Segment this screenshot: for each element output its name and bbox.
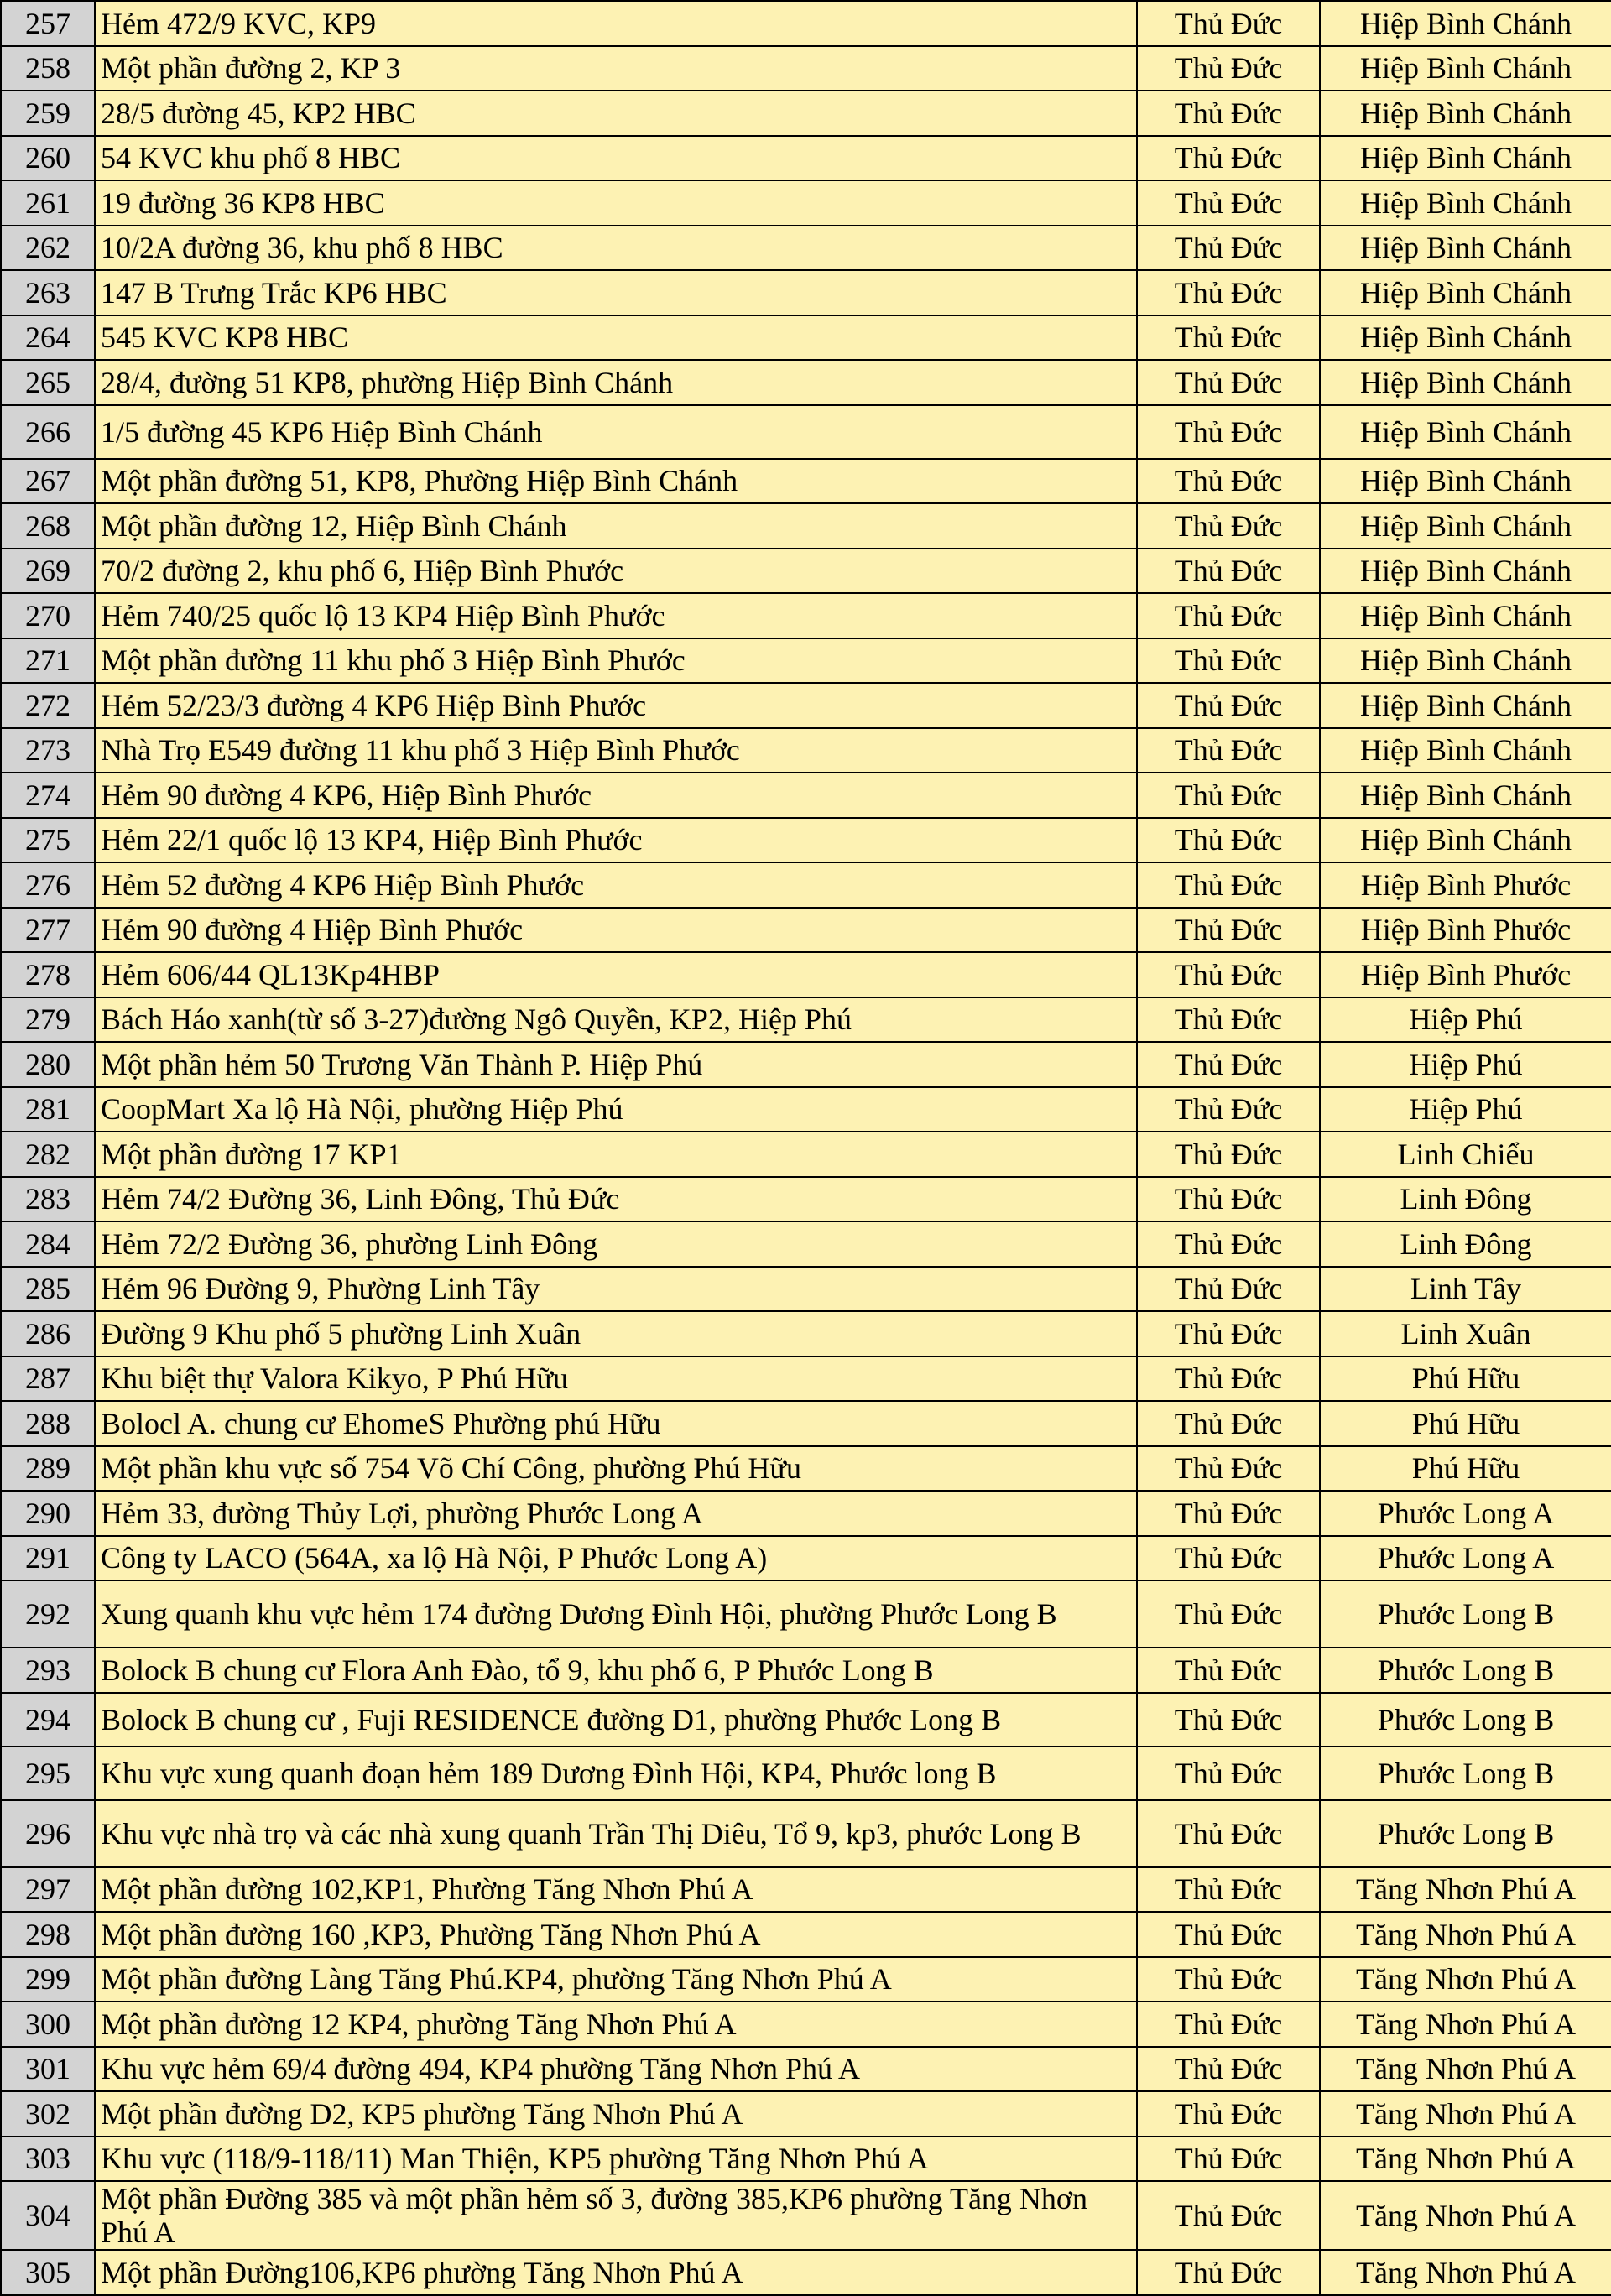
table-row bbox=[1, 1, 1611, 46]
ward-cell: Hiệp Bình Chánh bbox=[1320, 180, 1611, 226]
ward-cell: Hiệp Bình Chánh bbox=[1320, 773, 1611, 818]
row-number-cell: 302 bbox=[1, 2091, 95, 2137]
table-row bbox=[1, 405, 1611, 459]
ward-cell: Hiệp Bình Chánh bbox=[1320, 1, 1611, 46]
row-number-cell: 304 bbox=[1, 2181, 95, 2250]
location-cell: Hẻm 472/9 KVC, KP9 bbox=[95, 1, 1137, 46]
location-cell: Bolock B chung cư , Fuji RESIDENCE đường D1, phường Phước Long B bbox=[95, 1693, 1137, 1747]
table-row bbox=[1, 360, 1611, 405]
table-row bbox=[1, 593, 1611, 638]
row-number-cell: 277 bbox=[1, 908, 95, 953]
location-cell: Hẻm 90 đường 4 Hiệp Bình Phước bbox=[95, 908, 1137, 953]
ward-cell: Hiệp Bình Chánh bbox=[1320, 503, 1611, 549]
ward-cell: Hiệp Bình Chánh bbox=[1320, 549, 1611, 594]
district-cell: Thủ Đức bbox=[1137, 405, 1320, 459]
district-cell: Thủ Đức bbox=[1137, 1311, 1320, 1356]
district-cell: Thủ Đức bbox=[1137, 360, 1320, 405]
district-cell: Thủ Đức bbox=[1137, 1087, 1320, 1132]
table-row bbox=[1, 270, 1611, 315]
district-cell: Thủ Đức bbox=[1137, 638, 1320, 684]
location-cell: 545 KVC KP8 HBC bbox=[95, 315, 1137, 361]
district-cell: Thủ Đức bbox=[1137, 1693, 1320, 1747]
row-number-cell: 268 bbox=[1, 503, 95, 549]
row-number-cell: 297 bbox=[1, 1867, 95, 1913]
row-number-cell: 269 bbox=[1, 549, 95, 594]
table-row bbox=[1, 1693, 1611, 1747]
row-number-cell: 273 bbox=[1, 728, 95, 773]
location-cell: Một phần Đường 385 và một phần hẻm số 3, đường 385,KP6 phường Tăng Nhơn Phú A bbox=[95, 2181, 1137, 2250]
table-row bbox=[1, 1267, 1611, 1312]
location-cell: 1/5 đường 45 KP6 Hiệp Bình Chánh bbox=[95, 405, 1137, 459]
row-number-cell: 281 bbox=[1, 1087, 95, 1132]
location-cell: Khu vực nhà trọ và các nhà xung quanh Trần Thị Diêu, Tổ 9, kp3, phước Long B bbox=[95, 1800, 1137, 1867]
table-row bbox=[1, 1912, 1611, 1957]
ward-cell: Phú Hữu bbox=[1320, 1356, 1611, 1402]
row-number-cell: 276 bbox=[1, 862, 95, 908]
table-row bbox=[1, 315, 1611, 361]
table-row bbox=[1, 1401, 1611, 1446]
table-body bbox=[1, 1, 1611, 2295]
table-row bbox=[1, 180, 1611, 226]
location-cell: 147 B Trưng Trắc KP6 HBC bbox=[95, 270, 1137, 315]
ward-cell: Phước Long B bbox=[1320, 1693, 1611, 1747]
district-cell: Thủ Đức bbox=[1137, 1912, 1320, 1957]
ward-cell: Hiệp Phú bbox=[1320, 997, 1611, 1043]
location-cell: Xung quanh khu vực hẻm 174 đường Dương Đình Hội, phường Phước Long B bbox=[95, 1580, 1137, 1648]
table-row bbox=[1, 1536, 1611, 1581]
ward-cell: Hiệp Bình Chánh bbox=[1320, 405, 1611, 459]
location-cell: Công ty LACO (564A, xa lộ Hà Nội, P Phước Long A) bbox=[95, 1536, 1137, 1581]
location-cell: Bách Háo xanh(từ số 3-27)đường Ngô Quyền, KP2, Hiệp Phú bbox=[95, 997, 1137, 1043]
ward-cell: Tăng Nhơn Phú A bbox=[1320, 2047, 1611, 2092]
row-number-cell: 290 bbox=[1, 1491, 95, 1536]
district-cell: Thủ Đức bbox=[1137, 908, 1320, 953]
row-number-cell: 258 bbox=[1, 46, 95, 91]
district-cell: Thủ Đức bbox=[1137, 1800, 1320, 1867]
table-row bbox=[1, 503, 1611, 549]
ward-cell: Phước Long A bbox=[1320, 1491, 1611, 1536]
district-cell: Thủ Đức bbox=[1137, 1356, 1320, 1402]
location-cell: Khu vực (118/9-118/11) Man Thiện, KP5 phường Tăng Nhơn Phú A bbox=[95, 2137, 1137, 2182]
table-row bbox=[1, 1132, 1611, 1177]
district-cell: Thủ Đức bbox=[1137, 2002, 1320, 2047]
location-cell: Một phần đường D2, KP5 phường Tăng Nhơn Phú A bbox=[95, 2091, 1137, 2137]
ward-cell: Hiệp Phú bbox=[1320, 1087, 1611, 1132]
location-cell: 28/4, đường 51 KP8, phường Hiệp Bình Chánh bbox=[95, 360, 1137, 405]
district-cell: Thủ Đức bbox=[1137, 728, 1320, 773]
table-row bbox=[1, 91, 1611, 136]
ward-cell: Tăng Nhơn Phú A bbox=[1320, 2002, 1611, 2047]
table-row bbox=[1, 2047, 1611, 2092]
ward-cell: Tăng Nhơn Phú A bbox=[1320, 2091, 1611, 2137]
location-cell: Một phần đường 51, KP8, Phường Hiệp Bình Chánh bbox=[95, 459, 1137, 504]
location-cell: 10/2A đường 36, khu phố 8 HBC bbox=[95, 226, 1137, 271]
ward-cell: Hiệp Bình Chánh bbox=[1320, 593, 1611, 638]
table-row bbox=[1, 2137, 1611, 2182]
district-cell: Thủ Đức bbox=[1137, 1221, 1320, 1267]
location-cell: Hẻm 96 Đường 9, Phường Linh Tây bbox=[95, 1267, 1137, 1312]
ward-cell: Phước Long B bbox=[1320, 1747, 1611, 1800]
ward-cell: Tăng Nhơn Phú A bbox=[1320, 2137, 1611, 2182]
location-cell: Một phần đường 17 KP1 bbox=[95, 1132, 1137, 1177]
ward-cell: Hiệp Bình Chánh bbox=[1320, 728, 1611, 773]
row-number-cell: 293 bbox=[1, 1648, 95, 1693]
location-cell: Một phần khu vực số 754 Võ Chí Công, phường Phú Hữu bbox=[95, 1446, 1137, 1492]
location-cell: 70/2 đường 2, khu phố 6, Hiệp Bình Phước bbox=[95, 549, 1137, 594]
district-cell: Thủ Đức bbox=[1137, 818, 1320, 863]
table-row bbox=[1, 1580, 1611, 1648]
location-cell: Hẻm 72/2 Đường 36, phường Linh Đông bbox=[95, 1221, 1137, 1267]
table-row bbox=[1, 2002, 1611, 2047]
district-cell: Thủ Đức bbox=[1137, 1536, 1320, 1581]
row-number-cell: 298 bbox=[1, 1912, 95, 1957]
table-row bbox=[1, 683, 1611, 728]
location-cell: Nhà Trọ E549 đường 11 khu phố 3 Hiệp Bình Phước bbox=[95, 728, 1137, 773]
ward-cell: Hiệp Bình Phước bbox=[1320, 862, 1611, 908]
ward-cell: Phước Long B bbox=[1320, 1648, 1611, 1693]
district-cell: Thủ Đức bbox=[1137, 1042, 1320, 1087]
district-cell: Thủ Đức bbox=[1137, 549, 1320, 594]
district-cell: Thủ Đức bbox=[1137, 1957, 1320, 2002]
row-number-cell: 295 bbox=[1, 1747, 95, 1800]
row-number-cell: 292 bbox=[1, 1580, 95, 1648]
table-row bbox=[1, 1042, 1611, 1087]
location-cell: CoopMart Xa lộ Hà Nội, phường Hiệp Phú bbox=[95, 1087, 1137, 1132]
district-cell: Thủ Đức bbox=[1137, 1267, 1320, 1312]
district-cell: Thủ Đức bbox=[1137, 952, 1320, 997]
ward-cell: Hiệp Bình Phước bbox=[1320, 952, 1611, 997]
location-cell: 54 KVC khu phố 8 HBC bbox=[95, 136, 1137, 181]
location-cell: Hẻm 52/23/3 đường 4 KP6 Hiệp Bình Phước bbox=[95, 683, 1137, 728]
ward-cell: Tăng Nhơn Phú A bbox=[1320, 2250, 1611, 2295]
district-cell: Thủ Đức bbox=[1137, 136, 1320, 181]
ward-cell: Hiệp Bình Chánh bbox=[1320, 136, 1611, 181]
row-number-cell: 291 bbox=[1, 1536, 95, 1581]
row-number-cell: 294 bbox=[1, 1693, 95, 1747]
district-cell: Thủ Đức bbox=[1137, 1, 1320, 46]
district-cell: Thủ Đức bbox=[1137, 2047, 1320, 2092]
location-cell: Hẻm 33, đường Thủy Lợi, phường Phước Long A bbox=[95, 1491, 1137, 1536]
table-row bbox=[1, 1311, 1611, 1356]
row-number-cell: 300 bbox=[1, 2002, 95, 2047]
row-number-cell: 287 bbox=[1, 1356, 95, 1402]
location-cell: Một phần đường 12 KP4, phường Tăng Nhơn Phú A bbox=[95, 2002, 1137, 2047]
location-cell: Đường 9 Khu phố 5 phường Linh Xuân bbox=[95, 1311, 1137, 1356]
row-number-cell: 259 bbox=[1, 91, 95, 136]
table-row bbox=[1, 638, 1611, 684]
table-row bbox=[1, 1221, 1611, 1267]
row-number-cell: 305 bbox=[1, 2250, 95, 2295]
district-cell: Thủ Đức bbox=[1137, 2137, 1320, 2182]
ward-cell: Phú Hữu bbox=[1320, 1446, 1611, 1492]
location-cell: Hẻm 90 đường 4 KP6, Hiệp Bình Phước bbox=[95, 773, 1137, 818]
table-row bbox=[1, 952, 1611, 997]
district-cell: Thủ Đức bbox=[1137, 1747, 1320, 1800]
ward-cell: Hiệp Bình Chánh bbox=[1320, 46, 1611, 91]
row-number-cell: 260 bbox=[1, 136, 95, 181]
table-row bbox=[1, 549, 1611, 594]
ward-cell: Tăng Nhơn Phú A bbox=[1320, 1957, 1611, 2002]
district-cell: Thủ Đức bbox=[1137, 593, 1320, 638]
district-cell: Thủ Đức bbox=[1137, 1867, 1320, 1913]
district-cell: Thủ Đức bbox=[1137, 270, 1320, 315]
row-number-cell: 275 bbox=[1, 818, 95, 863]
district-cell: Thủ Đức bbox=[1137, 2181, 1320, 2250]
ward-cell: Hiệp Bình Chánh bbox=[1320, 91, 1611, 136]
location-cell: Một phần đường 11 khu phố 3 Hiệp Bình Phước bbox=[95, 638, 1137, 684]
row-number-cell: 299 bbox=[1, 1957, 95, 2002]
table-row bbox=[1, 46, 1611, 91]
district-cell: Thủ Đức bbox=[1137, 1401, 1320, 1446]
ward-cell: Linh Tây bbox=[1320, 1267, 1611, 1312]
district-cell: Thủ Đức bbox=[1137, 503, 1320, 549]
row-number-cell: 264 bbox=[1, 315, 95, 361]
table-row bbox=[1, 459, 1611, 504]
district-cell: Thủ Đức bbox=[1137, 180, 1320, 226]
location-cell: Hẻm 22/1 quốc lộ 13 KP4, Hiệp Bình Phước bbox=[95, 818, 1137, 863]
location-cell: Hẻm 74/2 Đường 36, Linh Đông, Thủ Đức bbox=[95, 1177, 1137, 1222]
location-cell: Hẻm 52 đường 4 KP6 Hiệp Bình Phước bbox=[95, 862, 1137, 908]
district-cell: Thủ Đức bbox=[1137, 2091, 1320, 2137]
table-row bbox=[1, 1491, 1611, 1536]
table-row bbox=[1, 1446, 1611, 1492]
ward-cell: Tăng Nhơn Phú A bbox=[1320, 1867, 1611, 1913]
ward-cell: Hiệp Bình Chánh bbox=[1320, 360, 1611, 405]
row-number-cell: 282 bbox=[1, 1132, 95, 1177]
row-number-cell: 303 bbox=[1, 2137, 95, 2182]
district-cell: Thủ Đức bbox=[1137, 1580, 1320, 1648]
row-number-cell: 262 bbox=[1, 226, 95, 271]
location-cell: Khu vực hẻm 69/4 đường 494, KP4 phường Tăng Nhơn Phú A bbox=[95, 2047, 1137, 2092]
ward-cell: Linh Xuân bbox=[1320, 1311, 1611, 1356]
table-row bbox=[1, 908, 1611, 953]
ward-cell: Hiệp Bình Chánh bbox=[1320, 315, 1611, 361]
row-number-cell: 296 bbox=[1, 1800, 95, 1867]
location-cell: Một phần đường 160 ,KP3, Phường Tăng Nhơn Phú A bbox=[95, 1912, 1137, 1957]
table-row bbox=[1, 2181, 1611, 2250]
table-row bbox=[1, 1957, 1611, 2002]
ward-cell: Tăng Nhơn Phú A bbox=[1320, 1912, 1611, 1957]
row-number-cell: 257 bbox=[1, 1, 95, 46]
table-row bbox=[1, 2091, 1611, 2137]
table-row bbox=[1, 1087, 1611, 1132]
ward-cell: Hiệp Phú bbox=[1320, 1042, 1611, 1087]
location-cell: Một phần đường Làng Tăng Phú.KP4, phường Tăng Nhơn Phú A bbox=[95, 1957, 1137, 2002]
table-row bbox=[1, 2250, 1611, 2295]
row-number-cell: 267 bbox=[1, 459, 95, 504]
location-cell: 19 đường 36 KP8 HBC bbox=[95, 180, 1137, 226]
table-row bbox=[1, 1800, 1611, 1867]
row-number-cell: 288 bbox=[1, 1401, 95, 1446]
ward-cell: Linh Đông bbox=[1320, 1177, 1611, 1222]
row-number-cell: 265 bbox=[1, 360, 95, 405]
row-number-cell: 272 bbox=[1, 683, 95, 728]
ward-cell: Linh Đông bbox=[1320, 1221, 1611, 1267]
location-cell: Một phần hẻm 50 Trương Văn Thành P. Hiệp Phú bbox=[95, 1042, 1137, 1087]
location-cell: Một phần đường 102,KP1, Phường Tăng Nhơn Phú A bbox=[95, 1867, 1137, 1913]
row-number-cell: 274 bbox=[1, 773, 95, 818]
ward-cell: Phước Long B bbox=[1320, 1800, 1611, 1867]
location-cell: 28/5 đường 45, KP2 HBC bbox=[95, 91, 1137, 136]
ward-cell: Hiệp Bình Chánh bbox=[1320, 818, 1611, 863]
row-number-cell: 278 bbox=[1, 952, 95, 997]
ward-cell: Hiệp Bình Chánh bbox=[1320, 226, 1611, 271]
row-number-cell: 279 bbox=[1, 997, 95, 1043]
district-cell: Thủ Đức bbox=[1137, 862, 1320, 908]
row-number-cell: 289 bbox=[1, 1446, 95, 1492]
ward-cell: Phước Long A bbox=[1320, 1536, 1611, 1581]
district-cell: Thủ Đức bbox=[1137, 1446, 1320, 1492]
row-number-cell: 271 bbox=[1, 638, 95, 684]
district-cell: Thủ Đức bbox=[1137, 1648, 1320, 1693]
location-cell: Khu vực xung quanh đoạn hẻm 189 Dương Đình Hội, KP4, Phước long B bbox=[95, 1747, 1137, 1800]
row-number-cell: 266 bbox=[1, 405, 95, 459]
row-number-cell: 284 bbox=[1, 1221, 95, 1267]
district-cell: Thủ Đức bbox=[1137, 683, 1320, 728]
district-cell: Thủ Đức bbox=[1137, 91, 1320, 136]
ward-cell: Hiệp Bình Chánh bbox=[1320, 683, 1611, 728]
table-row bbox=[1, 818, 1611, 863]
ward-cell: Linh Chiểu bbox=[1320, 1132, 1611, 1177]
district-cell: Thủ Đức bbox=[1137, 1491, 1320, 1536]
ward-cell: Hiệp Bình Chánh bbox=[1320, 638, 1611, 684]
table-row bbox=[1, 862, 1611, 908]
district-cell: Thủ Đức bbox=[1137, 2250, 1320, 2295]
district-cell: Thủ Đức bbox=[1137, 459, 1320, 504]
ward-cell: Phú Hữu bbox=[1320, 1401, 1611, 1446]
location-cell: Hẻm 740/25 quốc lộ 13 KP4 Hiệp Bình Phước bbox=[95, 593, 1137, 638]
location-cell: Hẻm 606/44 QL13Kp4HBP bbox=[95, 952, 1137, 997]
district-cell: Thủ Đức bbox=[1137, 315, 1320, 361]
location-cell: Một phần đường 12, Hiệp Bình Chánh bbox=[95, 503, 1137, 549]
location-cell: Khu biệt thự Valora Kikyo, P Phú Hữu bbox=[95, 1356, 1137, 1402]
row-number-cell: 263 bbox=[1, 270, 95, 315]
district-cell: Thủ Đức bbox=[1137, 226, 1320, 271]
district-cell: Thủ Đức bbox=[1137, 46, 1320, 91]
table-row bbox=[1, 136, 1611, 181]
district-cell: Thủ Đức bbox=[1137, 997, 1320, 1043]
ward-cell: Hiệp Bình Chánh bbox=[1320, 270, 1611, 315]
table-row bbox=[1, 1648, 1611, 1693]
ward-cell: Tăng Nhơn Phú A bbox=[1320, 2181, 1611, 2250]
location-cell: Bolock B chung cư Flora Anh Đào, tổ 9, khu phố 6, P Phước Long B bbox=[95, 1648, 1137, 1693]
row-number-cell: 270 bbox=[1, 593, 95, 638]
row-number-cell: 286 bbox=[1, 1311, 95, 1356]
ward-cell: Hiệp Bình Chánh bbox=[1320, 459, 1611, 504]
ward-cell: Phước Long B bbox=[1320, 1580, 1611, 1648]
district-cell: Thủ Đức bbox=[1137, 1132, 1320, 1177]
row-number-cell: 261 bbox=[1, 180, 95, 226]
table-row bbox=[1, 728, 1611, 773]
row-number-cell: 283 bbox=[1, 1177, 95, 1222]
table-row bbox=[1, 1747, 1611, 1800]
district-cell: Thủ Đức bbox=[1137, 1177, 1320, 1222]
row-number-cell: 301 bbox=[1, 2047, 95, 2092]
table-row bbox=[1, 1867, 1611, 1913]
location-cell: Bolocl A. chung cư EhomeS Phường phú Hữu bbox=[95, 1401, 1137, 1446]
table-row bbox=[1, 997, 1611, 1043]
table-row bbox=[1, 1356, 1611, 1402]
district-cell: Thủ Đức bbox=[1137, 773, 1320, 818]
table-row bbox=[1, 773, 1611, 818]
ward-cell: Hiệp Bình Phước bbox=[1320, 908, 1611, 953]
row-number-cell: 280 bbox=[1, 1042, 95, 1087]
table-row bbox=[1, 1177, 1611, 1222]
row-number-cell: 285 bbox=[1, 1267, 95, 1312]
location-cell: Một phần Đường106,KP6 phường Tăng Nhơn Phú A bbox=[95, 2250, 1137, 2295]
table-row bbox=[1, 226, 1611, 271]
location-cell: Một phần đường 2, KP 3 bbox=[95, 46, 1137, 91]
